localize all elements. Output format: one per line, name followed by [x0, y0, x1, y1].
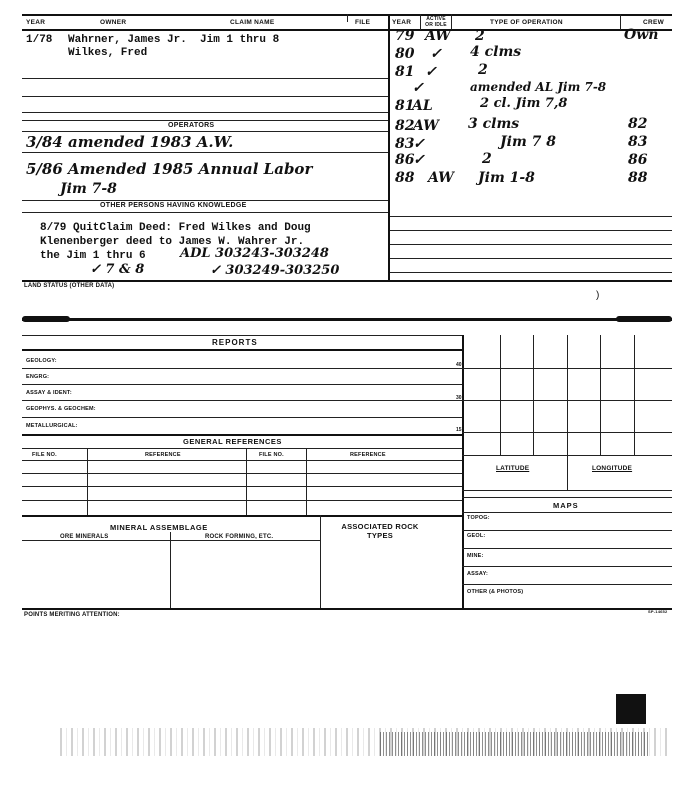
maps-topog: TOPOG: [467, 515, 490, 521]
rule [22, 131, 388, 132]
ore-minerals-label: ORE MINERALS [60, 534, 109, 540]
rule [388, 14, 390, 281]
rule [462, 497, 672, 498]
rule [420, 14, 421, 30]
other-persons-hand-2: ✓ 7 & 8 [90, 262, 145, 277]
header-year: YEAR [26, 19, 46, 26]
rule [390, 272, 672, 273]
rule [22, 417, 462, 418]
owner-date: 1/78 [26, 34, 53, 46]
owner-name-2: Wilkes, Fred [68, 47, 148, 59]
operators-line-2: 5/86 Amended 1985 Annual Labor [26, 160, 313, 178]
header-active-idle: ACTIVE OR IDLE [425, 16, 447, 28]
rule [22, 384, 462, 385]
other-persons-hand-1: ADL 303243-303248 [180, 246, 329, 261]
report-assay: ASSAY & IDENT: [26, 390, 72, 396]
other-persons-text-3: the Jim 1 thru 6 [40, 250, 146, 262]
rule [22, 335, 462, 336]
rule [390, 244, 672, 245]
op-type-80: 4 clms [470, 44, 522, 60]
header-claim-name: CLAIM NAME [230, 19, 275, 26]
rule [567, 335, 568, 455]
operators-line-3: Jim 7-8 [60, 181, 117, 197]
other-persons-text-2: Klenenberger deed to James W. Wahrer Jr. [40, 236, 305, 248]
header-bottom-rule [22, 29, 672, 31]
rule [22, 96, 388, 97]
op-crew-79: Own [624, 27, 659, 43]
operators-title: OPERATORS [168, 122, 215, 129]
operators-line-1: 3/84 amended 1983 A.W. [26, 133, 234, 151]
rule [390, 258, 672, 259]
associated-rock-types-label: ASSOCIATED ROCK TYPES [341, 522, 419, 540]
report-geophys: GEOPHYS. & GEOCHEM: [26, 406, 96, 412]
rule [600, 335, 601, 455]
op-year-88: 88 [395, 170, 415, 186]
scan-noise-dense [380, 732, 650, 756]
rule [320, 515, 321, 608]
gen-ref-col-file-2: FILE NO. [259, 452, 284, 458]
op-year-81b: 81 [395, 98, 415, 114]
op-year-86: 86 [395, 152, 415, 168]
report-engrg: ENGRG: [26, 374, 50, 380]
rule [22, 78, 388, 79]
op-status-81: ✓ [425, 64, 437, 80]
op-year-80: 80 [395, 46, 415, 62]
section-divider [22, 318, 672, 321]
rule [451, 14, 452, 30]
rule [533, 335, 534, 455]
op-type-79: 2 [475, 28, 485, 44]
gen-ref-col-ref-1: REFERENCE [145, 452, 181, 458]
op-type-amended: amended AL Jim 7-8 [470, 80, 607, 94]
rule [22, 460, 462, 461]
general-references-title: GENERAL REFERENCES [183, 437, 282, 446]
op-crew-88: 88 [628, 170, 648, 186]
rule [462, 335, 464, 608]
rule [22, 400, 462, 401]
rule [462, 490, 672, 491]
reports-title: REPORTS [212, 338, 258, 347]
op-status-79: AW [425, 28, 451, 44]
rule [22, 368, 462, 369]
maps-geol: GEOL: [467, 533, 486, 539]
rule [462, 368, 672, 369]
op-type-82: 3 clms [468, 116, 520, 132]
rule [462, 584, 672, 585]
report-metallurgical: METALLURGICAL: [26, 423, 78, 429]
op-type-83: Jim 7 8 [500, 134, 556, 150]
rule [500, 335, 501, 455]
rule [620, 14, 621, 30]
rule [22, 212, 388, 213]
rule [22, 448, 462, 449]
rule [22, 608, 672, 610]
maps-mine: MINE: [467, 553, 484, 559]
rule [347, 14, 348, 22]
rule [170, 532, 171, 608]
report-num-15: 15 [456, 427, 462, 433]
rule [22, 349, 462, 351]
other-persons-hand-3: ✓ 303249-303250 [210, 263, 340, 278]
owner-name-1: Wahrner, James Jr. [68, 34, 187, 46]
op-status-amended: ✓ [412, 80, 424, 96]
paren-mark: ) [596, 290, 600, 301]
rule [22, 500, 462, 501]
maps-other: OTHER (& PHOTOS) [467, 589, 524, 595]
op-type-81b: 2 cl. Jim 7,8 [480, 96, 568, 111]
rule [462, 512, 672, 513]
rule [390, 216, 672, 217]
op-crew-86: 86 [628, 152, 648, 168]
gen-ref-col-ref-2: REFERENCE [350, 452, 386, 458]
report-geology: GEOLOGY: [26, 358, 57, 364]
report-num-40: 40 [456, 362, 462, 368]
header-owner: OWNER [100, 19, 127, 26]
header-type-of-operation: TYPE OF OPERATION [490, 19, 563, 26]
rule [390, 230, 672, 231]
op-status-88: AW [428, 170, 454, 186]
scan-smear [22, 316, 70, 322]
op-type-86: 2 [482, 151, 492, 167]
rule [22, 486, 462, 487]
op-crew-83: 83 [628, 134, 648, 150]
rule [22, 200, 388, 201]
mineral-assemblage-title: MINERAL ASSEMBLAGE [110, 523, 208, 532]
op-status-86: ✓ [413, 152, 425, 168]
rule [22, 434, 462, 436]
latitude-label: LATITUDE [496, 465, 530, 472]
rule [22, 515, 462, 517]
op-type-88: Jim 1-8 [478, 170, 535, 186]
scan-smear [616, 316, 672, 322]
op-status-82: AW [413, 118, 439, 134]
op-year-79: 79 [395, 28, 415, 44]
rule [22, 473, 462, 474]
other-persons-text-1: 8/79 QuitClaim Deed: Fred Wilkes and Doug [40, 222, 311, 234]
op-year-81: 81 [395, 64, 415, 80]
op-year-82: 82 [395, 118, 415, 134]
gen-ref-col-file-1: FILE NO. [32, 452, 57, 458]
rule [462, 432, 672, 433]
rule [22, 120, 388, 121]
rule [567, 455, 568, 490]
claim-name: Jim 1 thru 8 [200, 34, 280, 46]
op-status-80: ✓ [430, 46, 442, 62]
land-status-label: LAND STATUS (OTHER DATA) [24, 283, 115, 289]
maps-title: MAPS [553, 501, 579, 510]
header-year-2: YEAR [392, 19, 412, 26]
points-meriting-attention: POINTS MERITING ATTENTION: [24, 612, 120, 618]
maps-assay: ASSAY: [467, 571, 489, 577]
report-num-30: 30 [456, 395, 462, 401]
rule [22, 540, 320, 541]
op-year-83: 83 [395, 136, 415, 152]
header-file: FILE [355, 19, 371, 26]
rock-forming-label: ROCK FORMING, ETC. [205, 534, 274, 540]
other-persons-title: OTHER PERSONS HAVING KNOWLEDGE [100, 202, 247, 209]
rule [306, 448, 307, 515]
rule [22, 152, 388, 153]
op-status-83: ✓ [413, 136, 425, 152]
rule [246, 448, 247, 515]
op-type-81: 2 [478, 62, 488, 78]
longitude-label: LONGITUDE [592, 465, 633, 472]
rule [462, 400, 672, 401]
header-crew: CREW [643, 19, 665, 26]
scan-artifact-block [616, 694, 646, 724]
rule [634, 335, 635, 455]
rule [22, 112, 388, 113]
rule [462, 566, 672, 567]
rule [462, 530, 672, 531]
rule [87, 448, 88, 515]
op-status-81b: AL [412, 98, 433, 114]
op-crew-82: 82 [628, 116, 648, 132]
rule [22, 280, 672, 282]
form-number: SP-14652 [648, 609, 668, 614]
rule [462, 548, 672, 549]
